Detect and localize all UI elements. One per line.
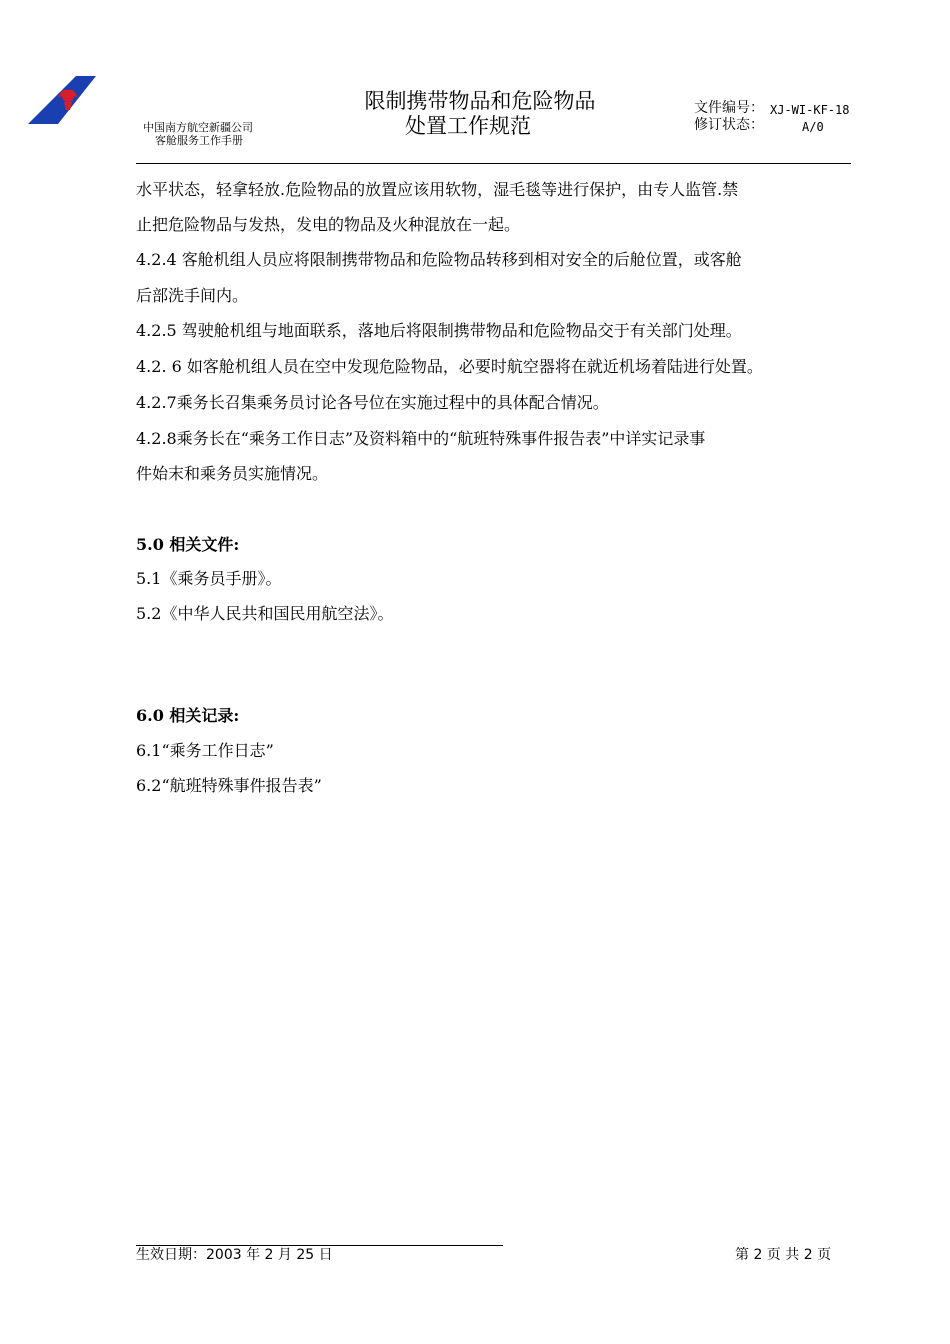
body-line: 止把危险物品与发热，发电的物品及火种混放在一起。 [136, 215, 521, 234]
footer-divider [136, 1245, 503, 1246]
document-title-line1: 限制携带物品和危险物品 [364, 89, 596, 113]
body-line: 4.2.4 客舱机组人员应将限制携带物品和危险物品转移到相对安全的后舱位置，或客舱 [136, 250, 742, 269]
body-line: 4.2.8乘务长在“乘务工作日志”及资料箱中的“航班特殊事件报告表”中详实记录事 [136, 429, 706, 448]
revision-value: A/0 [802, 120, 824, 134]
manual-name: 客舱服务工作手册 [155, 134, 243, 147]
body-line: 水平状态，轻拿轻放.危险物品的放置应该用软物，湿毛毯等进行保护，由专人监管.禁 [136, 180, 739, 199]
doc-number-value: XJ-WI-KF-18 [770, 103, 850, 117]
section6-heading: 6.0 相关记录: [136, 706, 240, 725]
section6-item: 6.1“乘务工作日志” [136, 741, 274, 760]
effective-date: 生效日期：2003 年 2 月 25 日 [136, 1247, 333, 1263]
doc-number-label: 文件编号： [694, 100, 764, 116]
document-title-line2: 处置工作规范 [405, 114, 531, 138]
tail-logo-icon [28, 76, 96, 124]
page-number: 第 2 页 共 2 页 [735, 1247, 832, 1263]
company-name: 中国南方航空新疆公司 [143, 121, 253, 134]
body-line: 4.2.5 驾驶舱机组与地面联系，落地后将限制携带物品和危险物品交于有关部门处理。 [136, 321, 742, 340]
section5-item: 5.2《中华人民共和国民用航空法》。 [136, 604, 394, 623]
company-logo [28, 76, 96, 124]
section5-item: 5.1《乘务员手册》。 [136, 569, 282, 588]
body-line: 4.2. 6 如客舱机组人员在空中发现危险物品，必要时航空器将在就近机场着陆进行处置。 [136, 357, 763, 376]
section6-item: 6.2“航班特殊事件报告表” [136, 776, 322, 795]
body-line: 件始末和乘务员实施情况。 [136, 464, 329, 483]
section5-heading: 5.0 相关文件: [136, 535, 240, 554]
header-divider [136, 163, 851, 164]
body-line: 4.2.7乘务长召集乘务员讨论各号位在实施过程中的具体配合情况。 [136, 393, 609, 412]
revision-label: 修订状态： [694, 117, 764, 133]
body-line: 后部洗手间内。 [136, 286, 249, 305]
